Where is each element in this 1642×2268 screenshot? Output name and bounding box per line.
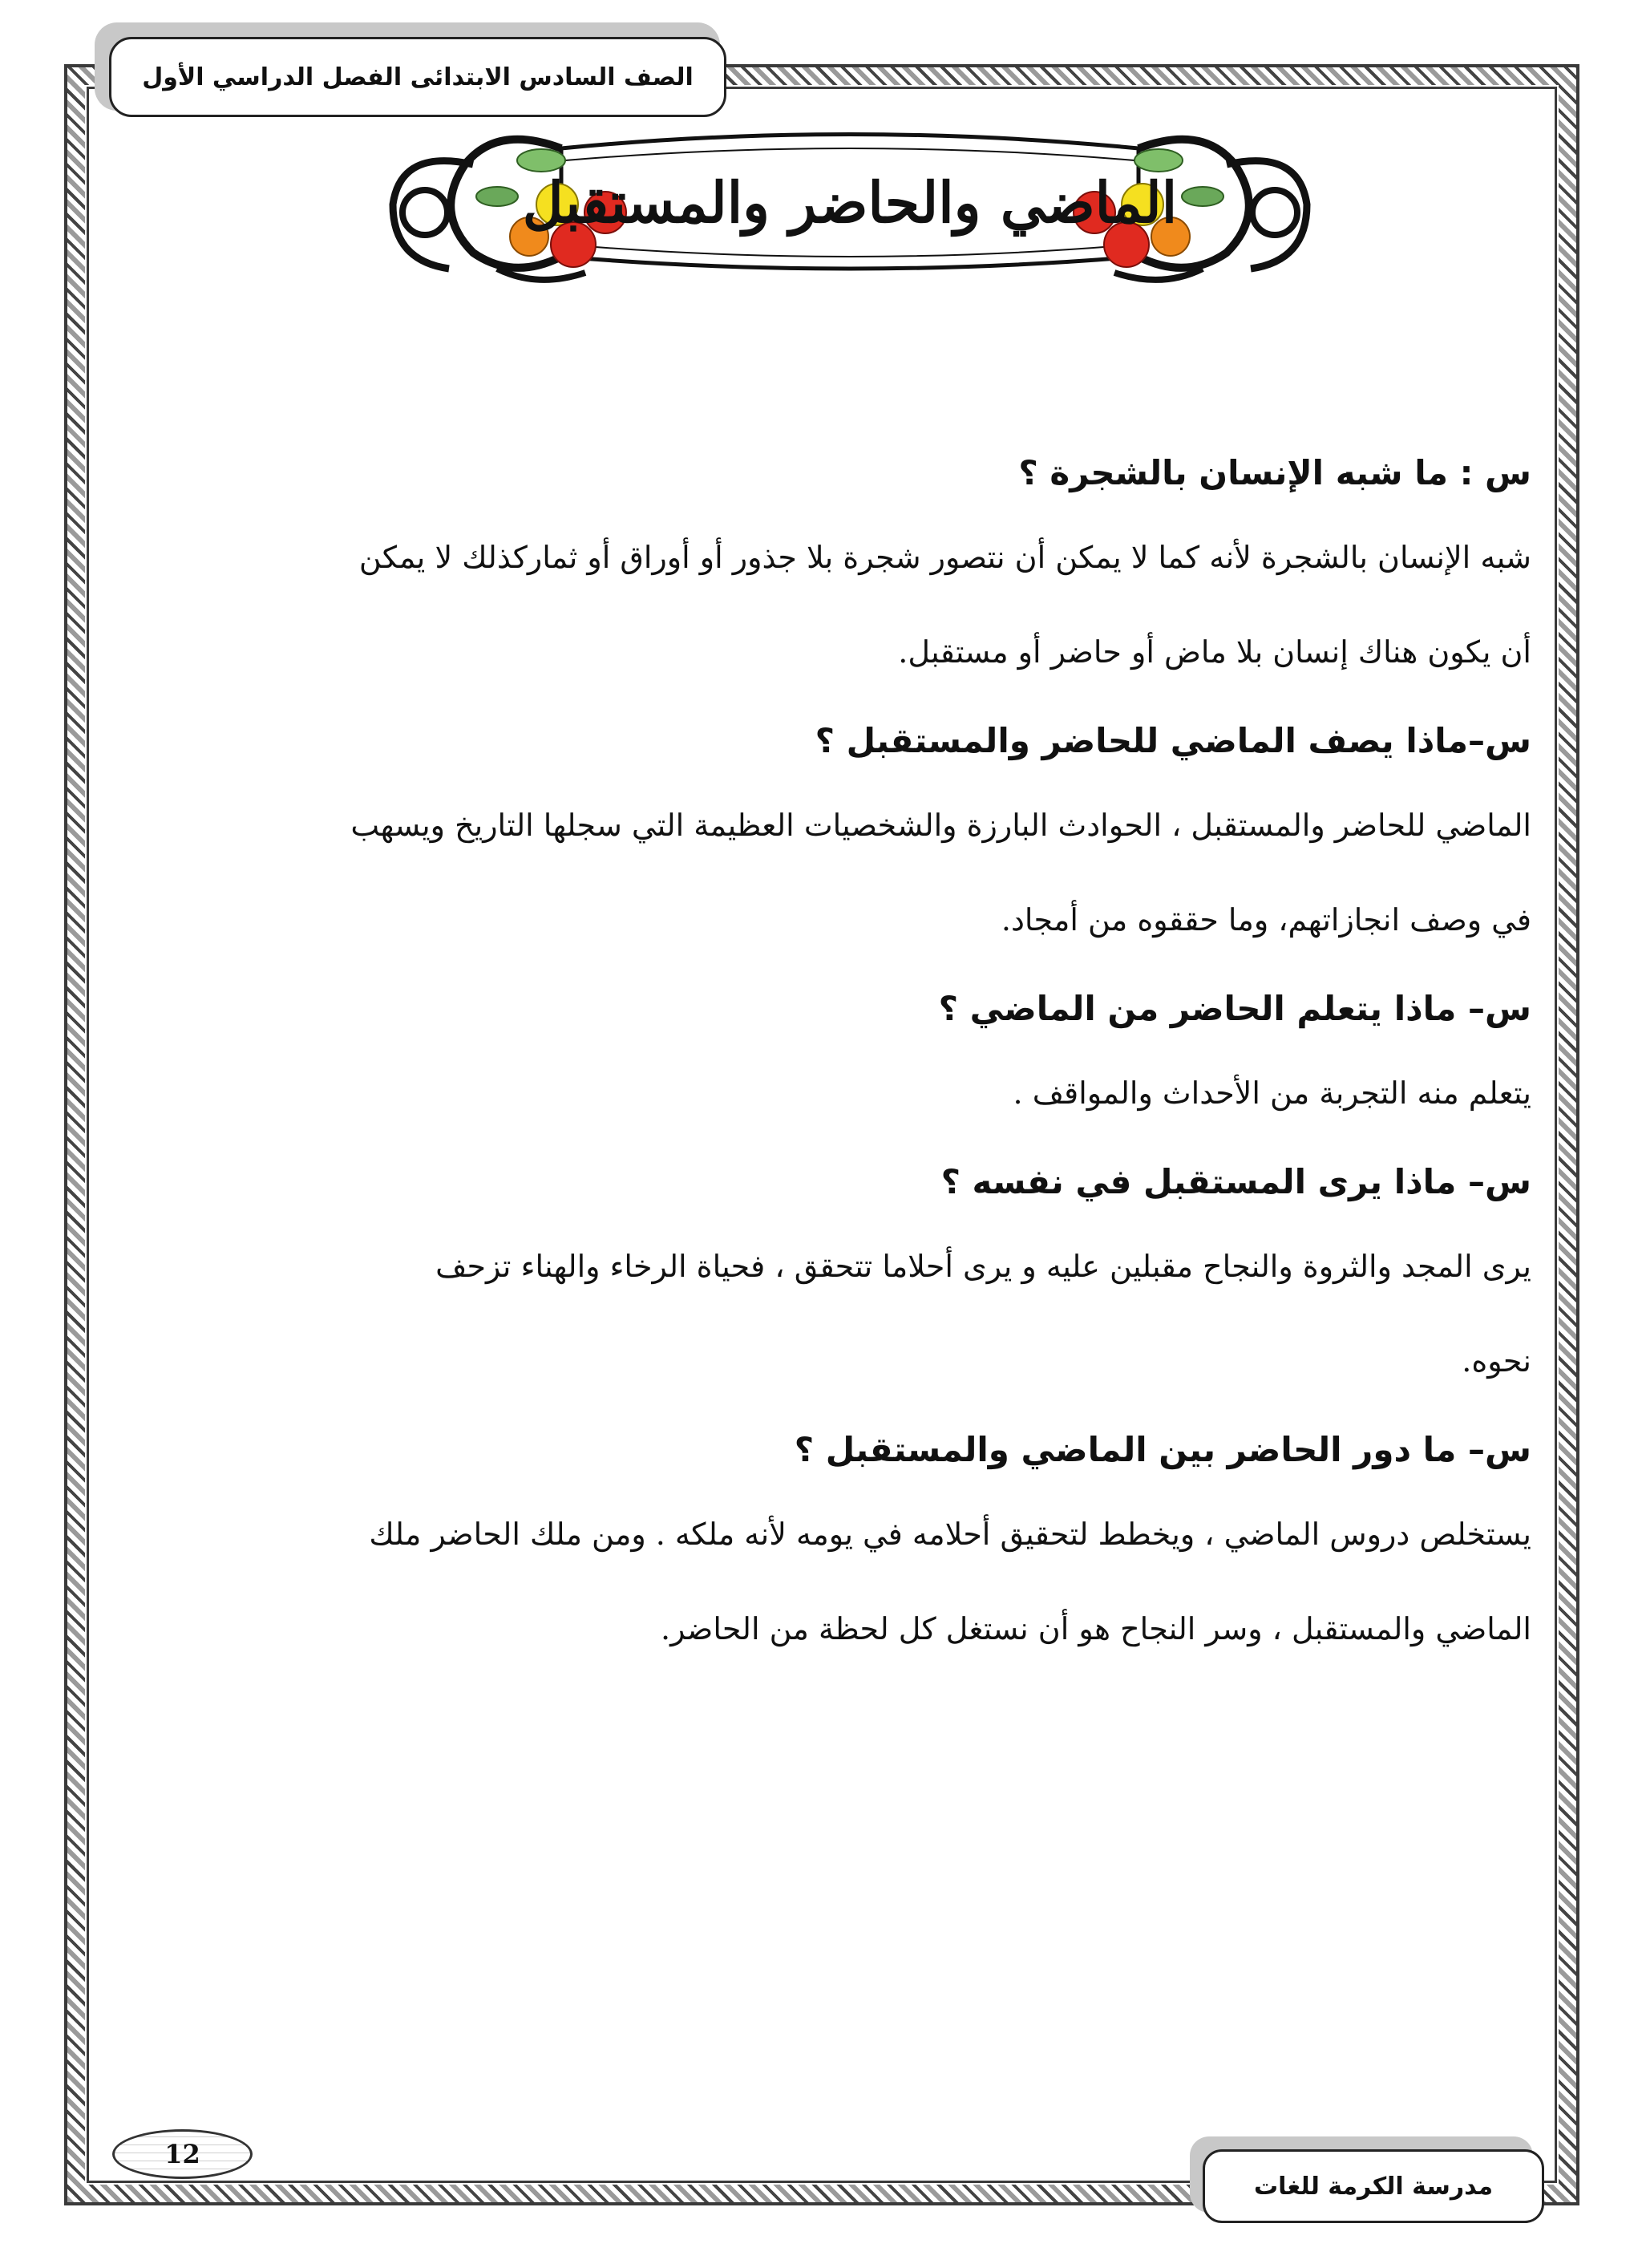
- question-text: س– ما دور الحاضر بين الماضي والمستقبل ؟: [794, 1430, 1531, 1469]
- answer-line: في وصف انجازاتهم، وما حققوه من أمجاد.: [1001, 902, 1531, 938]
- answer-line: شبه الإنسان بالشجرة لأنه كما لا يمكن أن نتصور شجرة بلا جذور أو أوراق أو ثماركذلك لا يمكن: [358, 540, 1531, 575]
- qa-item: [120, 985, 1531, 1116]
- answer-line: يرى المجد والثروة والنجاح مقبلين عليه و يرى أحلاما تتحقق ، فحياة الرخاء والهناء تزحف: [435, 1249, 1531, 1284]
- page-title: الماضي والحاضر والمستقبل: [522, 169, 1178, 236]
- answer-line: نحوه.: [1462, 1343, 1531, 1379]
- answer-line: أن يكون هناك إنسان بلا ماض أو حاضر أو مستقبل.: [898, 634, 1531, 670]
- header-grade-label: [109, 37, 726, 117]
- school-name: مدرسة الكرمة للغات: [1253, 2172, 1494, 2201]
- qa-item: [120, 1158, 1531, 1384]
- answer-line: يتعلم منه التجربة من الأحداث والمواقف .: [1013, 1075, 1531, 1111]
- question-text: س– ماذا يرى المستقبل في نفسه ؟: [940, 1162, 1531, 1201]
- page-number: 12: [164, 2139, 200, 2169]
- qa-item: [120, 1426, 1531, 1652]
- answer-text: [120, 1070, 1531, 1116]
- question-text: س : ما شبه الإنسان بالشجرة ؟: [1018, 453, 1531, 492]
- answer-line: يستخلص دروس الماضي ، ويخطط لتحقيق أحلامه في يومه لأنه ملكه . ومن ملك الحاضر ملك: [369, 1517, 1531, 1552]
- page-number-badge: [112, 2129, 253, 2179]
- answer-text: [120, 534, 1531, 675]
- footer-school-label: [1203, 2149, 1544, 2223]
- answer-text: [120, 802, 1531, 943]
- question-text: س–ماذا يصف الماضي للحاضر والمستقبل ؟: [815, 721, 1531, 760]
- header-grade-text: الصف السادس الابتدائى الفصل الدراسي الأول: [142, 63, 694, 91]
- answer-text: [120, 1511, 1531, 1652]
- answer-line: الماضي للحاضر والمستقبل ، الحوادث البارزة والشخصيات العظيمة التي سجلها التاريخ ويسهب: [350, 808, 1531, 843]
- question-text: س– ماذا يتعلم الحاضر من الماضي ؟: [938, 989, 1531, 1028]
- title-banner: [377, 116, 1323, 289]
- qa-item: [120, 717, 1531, 943]
- qa-content: [120, 449, 1531, 1694]
- qa-item: [120, 449, 1531, 675]
- answer-line: الماضي والمستقبل ، وسر النجاح هو أن نستغل كل لحظة من الحاضر.: [661, 1611, 1531, 1646]
- answer-text: [120, 1243, 1531, 1384]
